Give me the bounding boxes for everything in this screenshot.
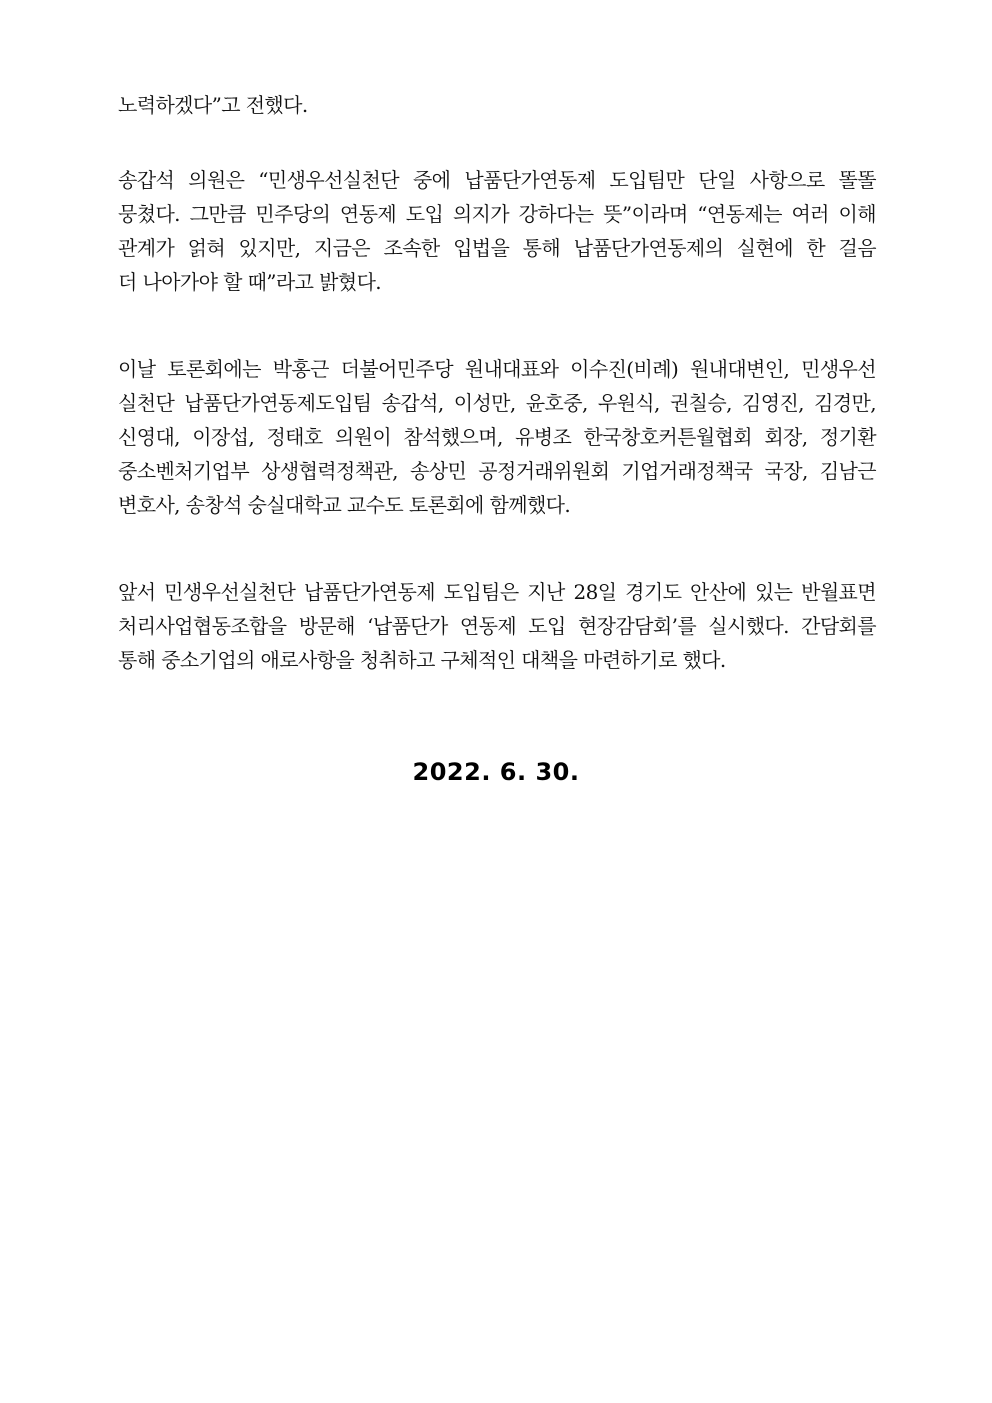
- paragraph-3: [118, 352, 876, 522]
- paragraph-line: 이날 토론회에는 박홍근 더불어민주당 원내대표와 이수진(비례) 원내대변인, 민생우선: [118, 357, 876, 381]
- paragraph-2: [118, 163, 876, 299]
- paragraph-line: 변호사, 송창석 숭실대학교 교수도 토론회에 함께했다.: [118, 493, 571, 517]
- paragraph-1: [118, 88, 876, 122]
- document-date: 2022. 6. 30.: [412, 758, 580, 786]
- paragraph-line: 통해 중소기업의 애로사항을 청취하고 구체적인 대책을 마련하기로 했다.: [118, 648, 726, 672]
- paragraph-line: 신영대, 이장섭, 정태호 의원이 참석했으며, 유병조 한국창호커튼월협회 회장, 정기환: [118, 425, 876, 449]
- paragraph-line: 더 나아가야 할 때”라고 밝혔다.: [118, 270, 382, 294]
- paragraph-line: 뭉쳤다. 그만큼 민주당의 연동제 도입 의지가 강하다는 뜻”이라며 “연동제는 여러 이해: [118, 202, 876, 226]
- paragraph-line: 실천단 납품단가연동제도입팀 송갑석, 이성만, 윤호중, 우원식, 권칠승, 김영진, 김경만,: [118, 391, 876, 415]
- paragraph-line: 송갑석 의원은 “민생우선실천단 중에 납품단가연동제 도입팀만 단일 사항으로 똘똘: [118, 168, 876, 192]
- paragraph-line: 앞서 민생우선실천단 납품단가연동제 도입팀은 지난 28일 경기도 안산에 있는 반월표면: [118, 580, 876, 604]
- paragraph-line: 처리사업협동조합을 방문해 ‘납품단가 연동제 도입 현장감담회’를 실시했다. 간담회를: [118, 614, 876, 638]
- paragraph-line: 중소벤처기업부 상생협력정책관, 송상민 공정거래위원회 기업거래정책국 국장, 김남근: [118, 459, 876, 483]
- paragraph-4: [118, 575, 876, 677]
- paragraph-line: 노력하겠다”고 전했다.: [118, 93, 308, 117]
- paragraph-line: 관계가 얽혀 있지만, 지금은 조속한 입법을 통해 납품단가연동제의 실현에 한 걸음: [118, 236, 876, 260]
